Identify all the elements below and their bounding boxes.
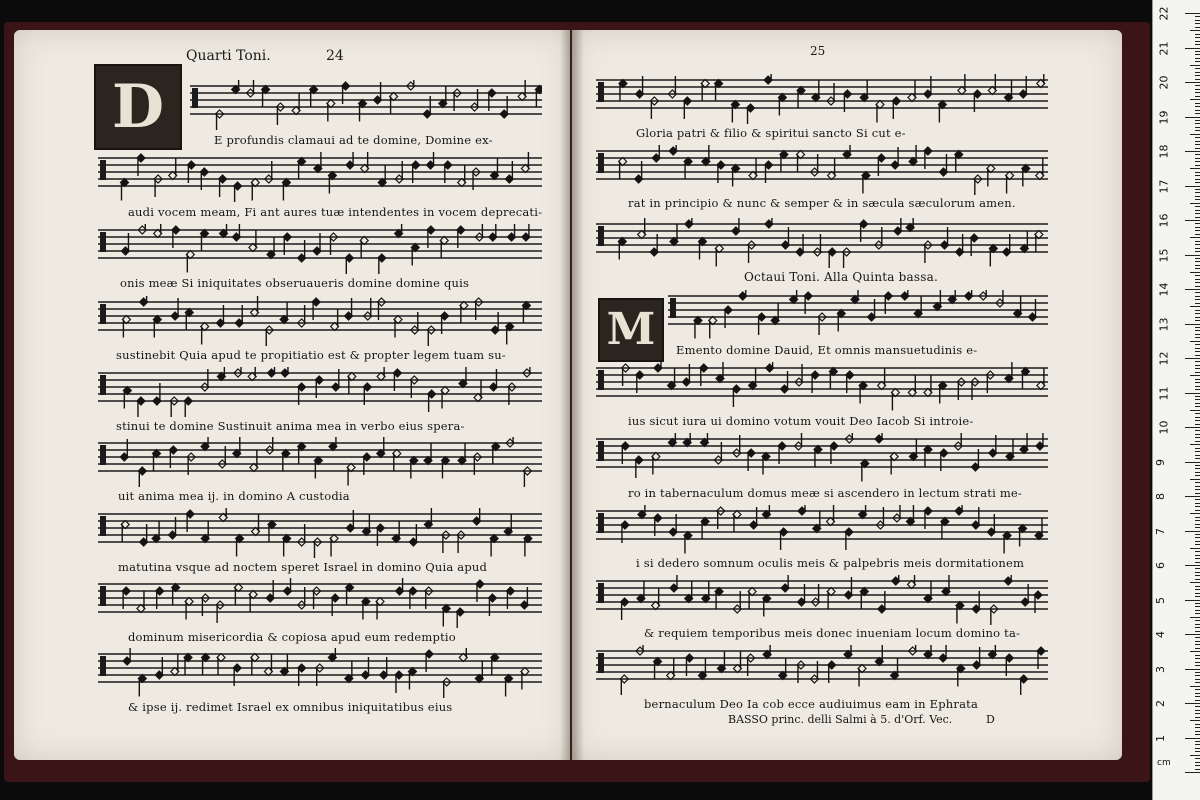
ruler-tick [1185, 48, 1200, 49]
ruler-tick [1195, 72, 1200, 73]
ruler-number: 11 [1157, 386, 1171, 400]
ruler-tick [1195, 451, 1200, 452]
ruler-tick [1195, 282, 1200, 283]
ruler-tick [1190, 755, 1200, 756]
ruler-tick [1195, 355, 1200, 356]
ruler-tick [1185, 255, 1200, 256]
ruler-tick [1195, 44, 1200, 45]
ruler-tick [1195, 434, 1200, 435]
ruler-tick [1195, 27, 1200, 28]
ruler-tick [1185, 703, 1200, 704]
music-staff [596, 575, 1048, 625]
ruler-tick [1195, 23, 1200, 24]
ruler-tick [1195, 379, 1200, 380]
ruler-tick [1185, 13, 1200, 14]
ruler-tick [1195, 575, 1200, 576]
ruler-tick [1195, 527, 1200, 528]
ruler-tick [1190, 203, 1200, 204]
ruler-number: 6 [1154, 562, 1167, 569]
ruler-tick [1195, 562, 1200, 563]
ruler-number: 19 [1157, 110, 1171, 124]
ruler-number: 17 [1157, 179, 1171, 193]
ruler-tick [1195, 292, 1200, 293]
ruler-tick [1195, 110, 1200, 111]
music-staff [98, 437, 542, 487]
ruler-tick [1195, 448, 1200, 449]
ruler-tick [1185, 186, 1200, 187]
ruler-tick [1195, 365, 1200, 366]
ruler-tick [1195, 113, 1200, 114]
ruler-tick [1195, 54, 1200, 55]
ruler-tick [1195, 572, 1200, 573]
ruler-tick [1195, 744, 1200, 745]
ruler-tick [1195, 141, 1200, 142]
ruler-tick [1195, 620, 1200, 621]
ruler-tick [1185, 289, 1200, 290]
ruler-tick [1195, 217, 1200, 218]
ruler-tick [1185, 634, 1200, 635]
ruler-tick [1195, 672, 1200, 673]
ruler-tick [1195, 210, 1200, 211]
ruler-tick [1195, 734, 1200, 735]
ruler-tick [1195, 751, 1200, 752]
ruler-tick [1195, 368, 1200, 369]
ruler-tick [1195, 206, 1200, 207]
ruler-tick [1195, 624, 1200, 625]
ruler-tick [1195, 334, 1200, 335]
ruler-tick [1185, 117, 1200, 118]
ruler-tick [1190, 341, 1200, 342]
ruler-tick [1195, 420, 1200, 421]
ruler-tick [1195, 486, 1200, 487]
ruler-tick [1195, 506, 1200, 507]
music-staff [596, 145, 1048, 195]
ruler-tick [1190, 444, 1200, 445]
ruler-tick [1195, 724, 1200, 725]
ruler-tick [1195, 351, 1200, 352]
ruler-tick [1195, 299, 1200, 300]
mode-heading: Quarti Toni. [186, 48, 271, 64]
ruler-tick [1195, 748, 1200, 749]
lyric-line: E profundis clamaui ad te domine, Domine ex- [214, 133, 493, 147]
ruler-tick [1195, 223, 1200, 224]
ruler-tick [1195, 213, 1200, 214]
ruler-tick [1195, 489, 1200, 490]
ruler-tick [1195, 510, 1200, 511]
ruler-tick [1185, 151, 1200, 152]
ruler-tick [1195, 689, 1200, 690]
ruler-tick [1195, 327, 1200, 328]
lyric-line: audi vocem meam, Fi ant aures tuæ intendentes in vocem deprecati- [128, 205, 543, 219]
lyric-line: i si dedero somnum oculis meis & palpebris meis dormitationem [636, 556, 1025, 570]
ruler-tick [1195, 154, 1200, 155]
ruler-tick [1195, 524, 1200, 525]
ruler-tick [1190, 306, 1200, 307]
ruler-tick [1190, 134, 1200, 135]
music-staff [190, 80, 542, 130]
lyric-line: onis meæ Si iniquitates obseruaueris domine domine quis [120, 276, 470, 290]
lyric-line: & ipse ij. redimet Israel ex omnibus iniquitatibus eius [128, 700, 453, 714]
ruler-tick [1195, 658, 1200, 659]
signature-mark: D [986, 713, 995, 726]
ruler-tick [1195, 396, 1200, 397]
ruler-tick [1195, 399, 1200, 400]
ruler-tick [1195, 589, 1200, 590]
ruler-number: 3 [1154, 665, 1167, 673]
ruler-number: 21 [1157, 41, 1171, 55]
ruler-tick [1195, 424, 1200, 425]
ruler-tick [1195, 268, 1200, 269]
ruler-tick [1195, 199, 1200, 200]
ruler-number: 8 [1154, 493, 1167, 500]
ruler-tick [1195, 130, 1200, 131]
ruler-unit-label: cm [1157, 758, 1171, 768]
ruler-tick [1195, 244, 1200, 245]
ruler-tick [1195, 337, 1200, 338]
ruler-number: 5 [1154, 596, 1167, 604]
music-staff [98, 224, 542, 274]
ruler-tick [1195, 710, 1200, 711]
ruler-tick [1195, 303, 1200, 304]
ruler-number: 13 [1157, 317, 1171, 331]
music-staff [596, 362, 1048, 412]
ruler-tick [1195, 631, 1200, 632]
ruler-tick [1195, 430, 1200, 431]
ruler-tick [1195, 251, 1200, 252]
ruler-tick [1195, 144, 1200, 145]
ruler-tick [1195, 361, 1200, 362]
ruler-tick [1195, 89, 1200, 90]
ruler-tick [1185, 600, 1200, 601]
ruler-tick [1195, 520, 1200, 521]
ruler-tick [1195, 606, 1200, 607]
ruler-tick [1195, 503, 1200, 504]
ruler-tick [1195, 313, 1200, 314]
lyric-line: Gloria patri & filio & spiritui sancto Si cut e- [636, 126, 906, 140]
ruler-tick [1185, 738, 1200, 739]
ruler-tick [1185, 531, 1200, 532]
ruler-tick [1195, 120, 1200, 121]
ruler-tick [1195, 310, 1200, 311]
page-number-right: 25 [810, 44, 826, 58]
ruler-tick [1195, 92, 1200, 93]
book-gutter [560, 30, 584, 760]
ruler-tick [1195, 175, 1200, 176]
ruler-tick [1185, 82, 1200, 83]
lyric-line: sustinebit Quia apud te propitiatio est & propter legem tuam su- [116, 348, 506, 362]
ruler-tick [1195, 586, 1200, 587]
ruler-tick [1190, 513, 1200, 514]
ruler-tick [1185, 669, 1200, 670]
ruler-tick [1190, 30, 1200, 31]
ruler-tick [1190, 99, 1200, 100]
ruler-tick [1195, 717, 1200, 718]
ruler-tick [1195, 648, 1200, 649]
page-footer: BASSO princ. delli Salmi à 5. d'Orf. Vec. [728, 713, 953, 726]
decorated-initial-d: D [94, 64, 182, 150]
lyric-line: & requiem temporibus meis donec inueniam locum domino ta- [644, 626, 1021, 640]
measurement-ruler [1152, 0, 1200, 800]
ruler-tick [1190, 720, 1200, 721]
lyric-line: ro in tabernaculum domus meæ si ascendero in lectum strati me- [628, 486, 1023, 500]
ruler-tick [1195, 455, 1200, 456]
ruler-tick [1195, 137, 1200, 138]
music-staff [98, 648, 542, 698]
ruler-tick [1190, 582, 1200, 583]
music-staff [596, 74, 1048, 124]
ruler-tick [1195, 20, 1200, 21]
lyric-line: ius sicut iura ui domino votum vouit Deo Iacob Si introie- [628, 414, 974, 428]
ruler-tick [1195, 182, 1200, 183]
ruler-tick [1195, 16, 1200, 17]
ruler-tick [1195, 437, 1200, 438]
ruler-tick [1195, 551, 1200, 552]
ruler-tick [1195, 127, 1200, 128]
ruler-tick [1195, 51, 1200, 52]
section-title: Octaui Toni. Alla Quinta bassa. [744, 270, 938, 284]
ruler-tick [1195, 662, 1200, 663]
ruler-tick [1195, 261, 1200, 262]
lyric-line: matutina vsque ad noctem speret Israel in domino Quia apud [118, 560, 488, 574]
ruler-tick [1195, 192, 1200, 193]
ruler-tick [1190, 651, 1200, 652]
ruler-tick [1185, 427, 1200, 428]
ruler-number: 7 [1154, 527, 1167, 535]
ruler-tick [1195, 472, 1200, 473]
ruler-tick [1195, 230, 1200, 231]
decorated-initial-m: M [598, 298, 664, 362]
ruler-tick [1195, 741, 1200, 742]
music-staff [98, 152, 542, 202]
ruler-tick [1195, 696, 1200, 697]
lyric-line: Emento domine Dauid, Et omnis mansuetudinis e- [676, 343, 978, 357]
ruler-number: 1 [1154, 734, 1167, 742]
ruler-tick [1195, 344, 1200, 345]
ruler-tick [1195, 286, 1200, 287]
ruler-tick [1185, 462, 1200, 463]
ruler-tick [1195, 330, 1200, 331]
ruler-tick [1195, 679, 1200, 680]
ruler-tick [1195, 568, 1200, 569]
ruler-tick [1190, 548, 1200, 549]
ruler-tick [1190, 65, 1200, 66]
ruler-tick [1190, 617, 1200, 618]
ruler-tick [1195, 241, 1200, 242]
ruler-tick [1195, 61, 1200, 62]
music-staff [98, 296, 542, 346]
ruler-number: 20 [1157, 75, 1171, 90]
ruler-tick [1195, 248, 1200, 249]
ruler-tick [1195, 79, 1200, 80]
ruler-tick [1195, 382, 1200, 383]
ruler-tick [1185, 496, 1200, 497]
ruler-tick [1195, 558, 1200, 559]
lyric-line: uit anima mea ij. in domino A custodia [118, 489, 350, 503]
ruler-tick [1195, 389, 1200, 390]
ruler-tick [1195, 499, 1200, 500]
ruler-tick [1195, 172, 1200, 173]
ruler-tick [1195, 413, 1200, 414]
ruler-tick [1195, 579, 1200, 580]
ruler-number: 4 [1154, 631, 1167, 638]
ruler-tick [1195, 541, 1200, 542]
ruler-tick [1195, 406, 1200, 407]
ruler-tick [1195, 610, 1200, 611]
ruler-tick [1195, 731, 1200, 732]
ruler-tick [1195, 161, 1200, 162]
ruler-tick [1195, 320, 1200, 321]
ruler-tick [1185, 358, 1200, 359]
ruler-tick [1185, 565, 1200, 566]
music-staff [596, 218, 1048, 268]
ruler-tick [1195, 637, 1200, 638]
music-staff [596, 645, 1048, 695]
ruler-tick [1195, 441, 1200, 442]
music-staff [596, 505, 1048, 555]
ruler-tick [1190, 375, 1200, 376]
ruler-tick [1195, 85, 1200, 86]
ruler-tick [1195, 682, 1200, 683]
music-staff [596, 433, 1048, 483]
ruler-tick [1195, 596, 1200, 597]
ruler-tick [1195, 644, 1200, 645]
ruler-tick [1195, 75, 1200, 76]
ruler-tick [1195, 655, 1200, 656]
ruler-tick [1195, 37, 1200, 38]
ruler-tick [1195, 279, 1200, 280]
ruler-tick [1195, 517, 1200, 518]
music-staff [98, 578, 542, 628]
ruler-tick [1195, 34, 1200, 35]
ruler-tick [1195, 106, 1200, 107]
ruler-tick [1195, 482, 1200, 483]
ruler-tick [1195, 189, 1200, 190]
ruler-number: 2 [1154, 700, 1167, 707]
ruler-tick [1195, 665, 1200, 666]
ruler-tick [1195, 613, 1200, 614]
ruler-tick [1195, 348, 1200, 349]
ruler-tick [1195, 475, 1200, 476]
ruler-tick [1195, 700, 1200, 701]
ruler-tick [1195, 196, 1200, 197]
ruler-tick [1195, 468, 1200, 469]
ruler-tick [1195, 641, 1200, 642]
ruler-tick [1195, 148, 1200, 149]
ruler-tick [1195, 123, 1200, 124]
ruler-tick [1195, 544, 1200, 545]
ruler-number: 22 [1157, 6, 1171, 21]
ruler-tick [1195, 296, 1200, 297]
ruler-tick [1195, 769, 1200, 770]
ruler-tick [1195, 758, 1200, 759]
ruler-tick [1195, 234, 1200, 235]
ruler-tick [1190, 168, 1200, 169]
ruler-tick [1195, 765, 1200, 766]
ruler-tick [1195, 555, 1200, 556]
ruler-tick [1195, 317, 1200, 318]
ruler-number: 10 [1157, 420, 1171, 435]
ruler-number: 15 [1157, 248, 1171, 262]
ruler-tick [1195, 41, 1200, 42]
ruler-number: 12 [1157, 351, 1171, 366]
ruler-tick [1190, 410, 1200, 411]
ruler-tick [1195, 265, 1200, 266]
ruler-tick [1195, 68, 1200, 69]
ruler-tick [1195, 706, 1200, 707]
ruler-tick [1195, 713, 1200, 714]
ruler-tick [1190, 237, 1200, 238]
ruler-tick [1185, 324, 1200, 325]
lyric-line: stinui te domine Sustinuit anima mea in verbo eius spera- [116, 419, 465, 433]
ruler-tick [1185, 393, 1200, 394]
ruler-tick [1195, 275, 1200, 276]
ruler-tick [1195, 227, 1200, 228]
ruler-tick [1195, 258, 1200, 259]
ruler-tick [1195, 103, 1200, 104]
page-number-left: 24 [326, 48, 344, 64]
ruler-tick [1195, 627, 1200, 628]
lyric-line: bernaculum Deo Ia cob ecce audiuimus eam in Ephrata [644, 697, 979, 711]
ruler-tick [1190, 479, 1200, 480]
ruler-tick [1195, 534, 1200, 535]
lyric-line: dominum misericordia & copiosa apud eum redemptio [128, 630, 456, 644]
ruler-tick [1195, 58, 1200, 59]
ruler-tick [1195, 603, 1200, 604]
ruler-tick [1195, 762, 1200, 763]
music-staff [98, 508, 542, 558]
lyric-line: rat in principio & nunc & semper & in sæcula sæculorum amen. [628, 196, 1016, 210]
ruler-tick [1195, 693, 1200, 694]
ruler-tick [1195, 96, 1200, 97]
ruler-tick [1195, 403, 1200, 404]
ruler-tick [1195, 458, 1200, 459]
ruler-number: 14 [1157, 282, 1171, 297]
music-staff [98, 367, 542, 417]
ruler-tick [1195, 165, 1200, 166]
ruler-tick [1190, 272, 1200, 273]
ruler-tick [1195, 386, 1200, 387]
ruler-tick [1190, 686, 1200, 687]
ruler-tick [1195, 493, 1200, 494]
ruler-tick [1195, 537, 1200, 538]
ruler-number: 18 [1157, 144, 1171, 159]
ruler-tick [1195, 675, 1200, 676]
ruler-tick [1195, 593, 1200, 594]
ruler-tick [1185, 772, 1200, 773]
ruler-tick [1195, 179, 1200, 180]
ruler-tick [1185, 220, 1200, 221]
ruler-tick [1195, 417, 1200, 418]
ruler-tick [1195, 158, 1200, 159]
ruler-number: 9 [1154, 458, 1167, 466]
music-staff [668, 290, 1048, 340]
ruler-tick [1195, 465, 1200, 466]
ruler-tick [1195, 372, 1200, 373]
ruler-number: 16 [1157, 213, 1171, 228]
ruler-tick [1195, 727, 1200, 728]
